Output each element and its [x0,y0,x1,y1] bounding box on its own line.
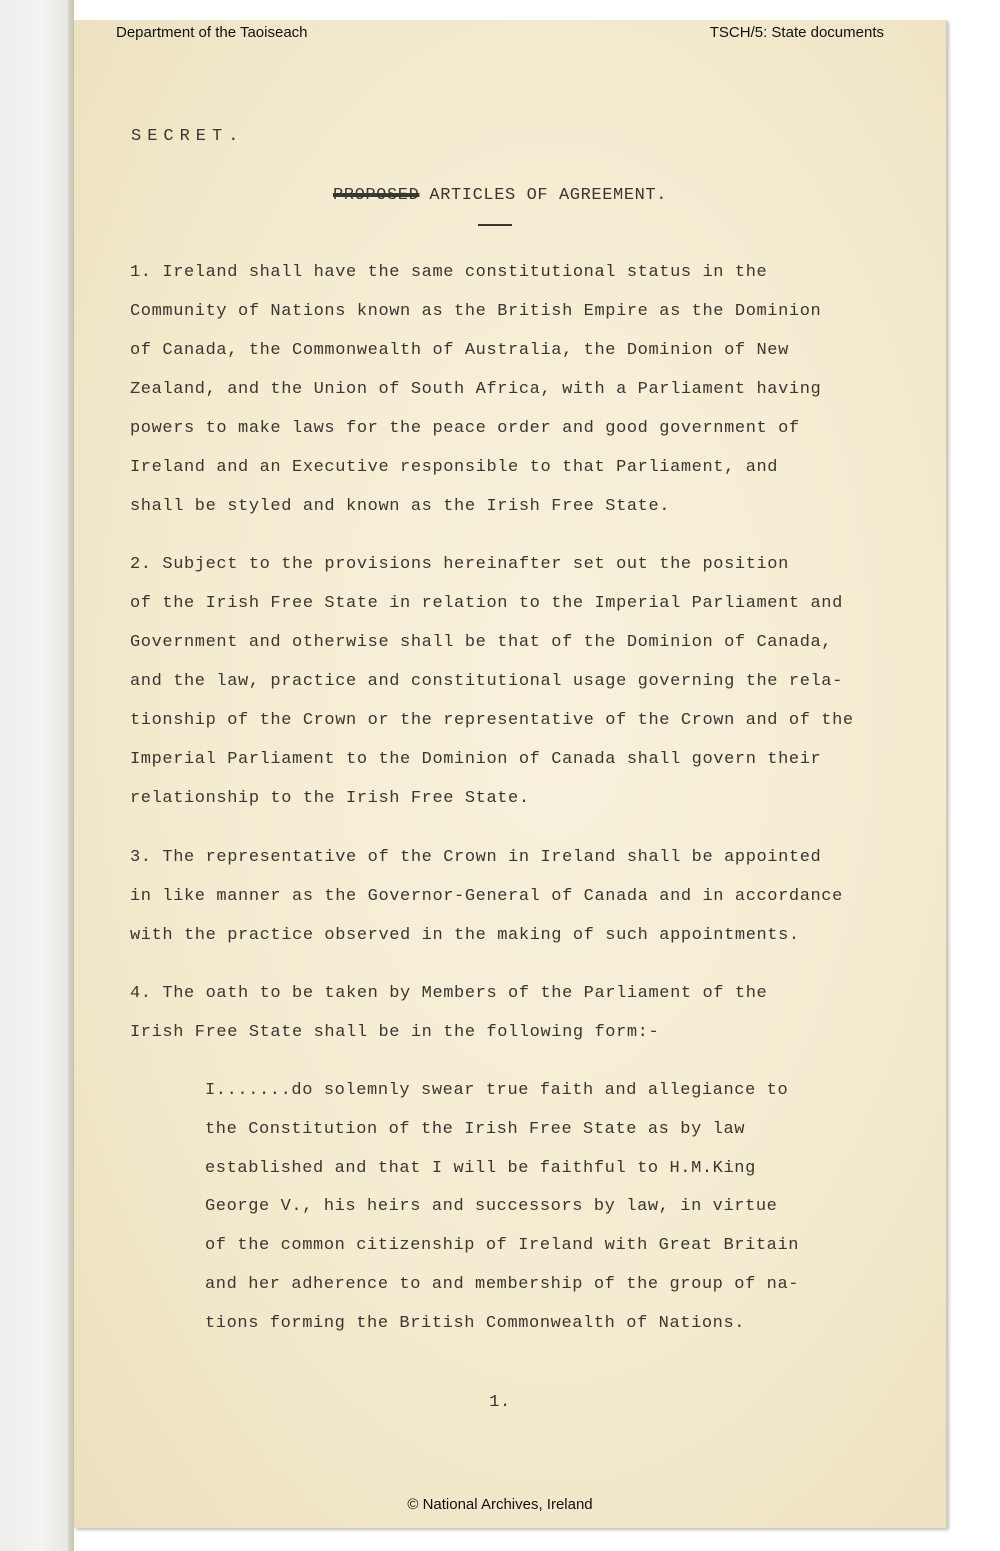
oath-line: tions forming the British Commonwealth of Nations. [205,1313,746,1333]
oath-line: the Constitution of the Irish Free State as by law [205,1119,746,1139]
document-title [0,186,1000,205]
struck-out-word: PROPOSED [332,186,420,205]
article-4 [130,974,920,1052]
oath-line: and her adherence to and membership of the group of na- [205,1274,800,1294]
article-line: and the law, practice and constitutional usage governing the rela- [130,672,843,691]
title-text: ARTICLES OF AGREEMENT. [429,186,668,205]
article-line: 1. Ireland shall have the same constitutional status in the [130,263,768,282]
article-line: with the practice observed in the making of such appointments. [130,926,800,945]
oath-line: of the common citizenship of Ireland with Great Britain [205,1236,800,1256]
article-line: 2. Subject to the provisions hereinafter set out the position [130,555,789,574]
article-3 [130,838,920,955]
article-line: 3. The representative of the Crown in Ireland shall be appointed [130,848,822,867]
classification-mark: SECRET. [131,127,245,146]
article-line: relationship to the Irish Free State. [130,789,530,808]
oath-line: established and that I will be faithful to H.M.King [205,1158,756,1178]
article-line: Community of Nations known as the British Empire as the Dominion [130,302,822,321]
article-1 [130,253,920,526]
oath-line: George V., his heirs and successors by law, in virtue [205,1197,778,1217]
article-line: Imperial Parliament to the Dominion of Canada shall govern their [130,750,822,769]
article-line: Irish Free State shall be in the following form:- [130,1023,660,1042]
archive-department-label: Department of the Taoiseach [116,24,308,41]
article-line: Zealand, and the Union of South Africa, with a Parliament having [130,380,822,399]
article-line: Ireland and an Executive responsible to that Parliament, and [130,458,779,477]
page-number: 1. [489,1393,511,1412]
article-line: of Canada, the Commonwealth of Australia, the Dominion of New [130,341,789,360]
article-line: 4. The oath to be taken by Members of the Parliament of the [130,984,768,1003]
title-underline [478,224,512,226]
archive-reference-label: TSCH/5: State documents [709,24,884,41]
article-line: shall be styled and known as the Irish Free State. [130,497,671,516]
article-line: in like manner as the Governor-General of Canada and in accordance [130,887,843,906]
copyright-credit: © National Archives, Ireland [407,1496,593,1513]
article-line: tionship of the Crown or the representative of the Crown and of the [130,711,854,730]
oath-line: I.......do solemnly swear true faith and allegiance to [205,1081,789,1100]
article-line: powers to make laws for the peace order and good government of [130,419,800,438]
article-2 [130,545,920,818]
book-binding [0,0,70,1551]
article-line: of the Irish Free State in relation to the Imperial Parliament and [130,594,843,613]
oath-text [205,1072,905,1344]
article-line: Government and otherwise shall be that of the Dominion of Canada, [130,633,833,652]
